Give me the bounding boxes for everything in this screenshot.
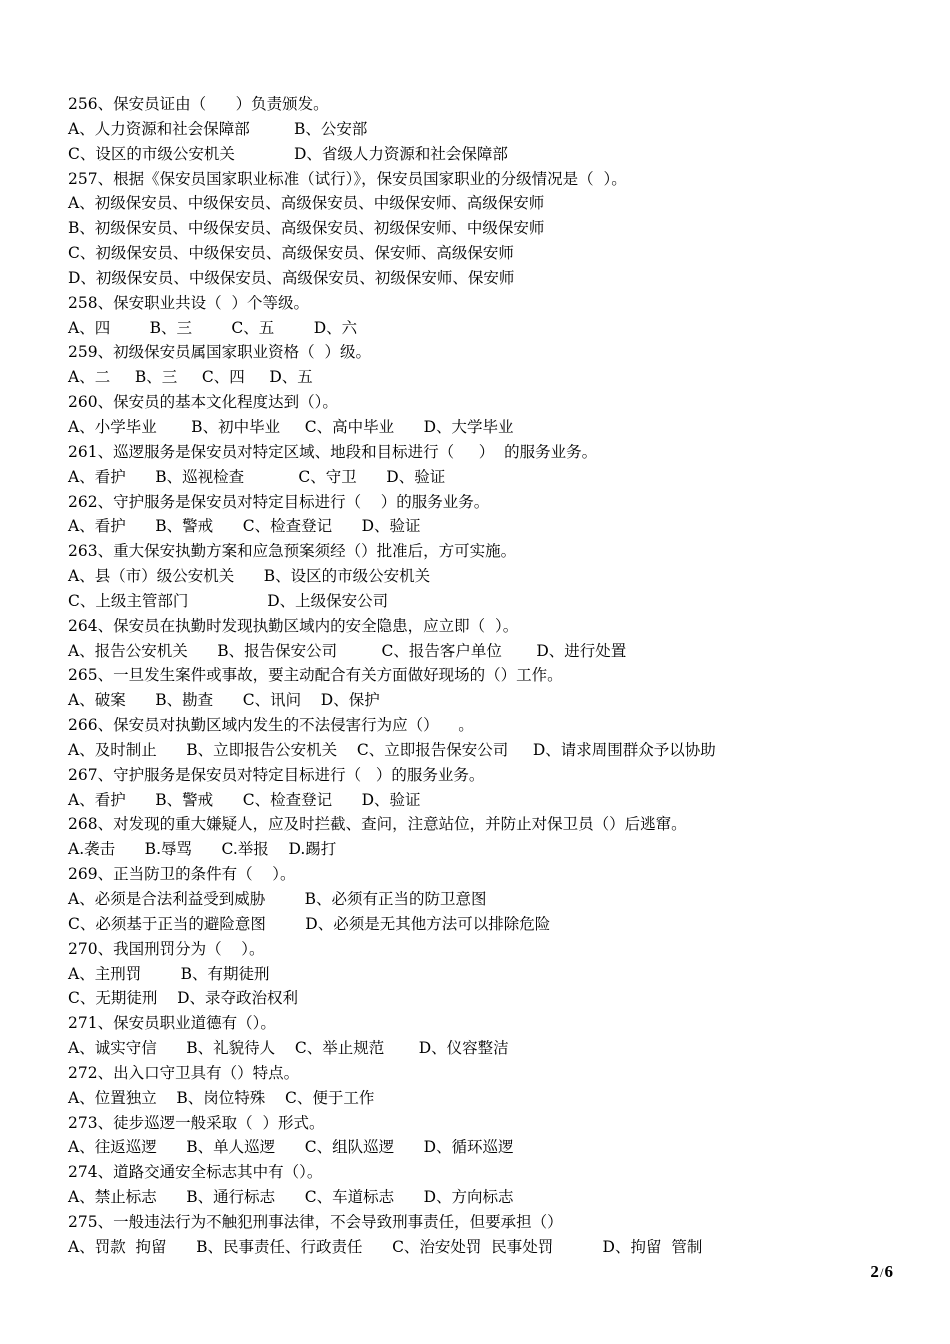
question-line: 268、对发现的重大嫌疑人，应及时拦截、查问，注意站位，并防止对保卫员（）后逃窜。 — [68, 815, 687, 834]
answer-options-line: B、初级保安员、中级保安员、高级保安员、初级保安师、中级保安师 — [68, 219, 545, 238]
page-total: 6 — [884, 1262, 893, 1281]
answer-options-line: A、初级保安员、中级保安员、高级保安员、中级保安师、高级保安师 — [68, 194, 545, 213]
answer-options-line: A、看护 B、巡视检查 C、守卫 D、验证 — [68, 467, 446, 486]
answer-options-line: A、诚实守信 B、礼貌待人 C、举止规范 D、仪容整洁 — [68, 1039, 509, 1058]
answer-options-line: C、无期徒刑 D、录夺政治权利 — [68, 989, 298, 1008]
question-line: 266、保安员对执勤区域内发生的不法侵害行为应（） 。 — [68, 716, 474, 735]
answer-options-line: A、及时制止 B、立即报告公安机关 C、立即报告保安公司 D、请求周围群众予以协助 — [68, 740, 716, 759]
page-current: 2 — [870, 1262, 879, 1281]
question-line: 262、守护服务是保安员对特定目标进行（ ）的服务业务。 — [68, 492, 490, 511]
question-line: 275、一般违法行为不触犯刑事法律，不会导致刑事责任，但要承担（） — [68, 1212, 563, 1231]
question-line: 263、重大保安执勤方案和应急预案须经（）批准后，方可实施。 — [68, 542, 517, 561]
answer-options-line: C、初级保安员、中级保安员、高级保安员、保安师、高级保安师 — [68, 244, 514, 263]
answer-options-line: A、四 B、三 C、五 D、六 — [68, 318, 358, 337]
question-line: 267、守护服务是保安员对特定目标进行（ ）的服务业务。 — [68, 765, 485, 784]
answer-options-line: A、看护 B、警戒 C、检查登记 D、验证 — [68, 517, 421, 536]
question-line: 258、保安职业共设（ ）个等级。 — [68, 293, 309, 312]
question-list — [68, 92, 908, 1260]
answer-options-line: A、位置独立 B、岗位特殊 C、便于工作 — [68, 1088, 375, 1107]
answer-options-line: C、必须基于正当的避险意图 D、必须是无其他方法可以排除危险 — [68, 914, 551, 933]
question-line: 272、出入口守卫具有（）特点。 — [68, 1063, 300, 1082]
answer-options-line: A、报告公安机关 B、报告保安公司 C、报告客户单位 D、进行处置 — [68, 641, 627, 660]
question-line: 259、初级保安员属国家职业资格（ ）级。 — [68, 343, 371, 362]
answer-options-line: C、设区的市级公安机关 D、省级人力资源和社会保障部 — [68, 144, 508, 163]
answer-options-line: D、初级保安员、中级保安员、高级保安员、初级保安师、保安师 — [68, 268, 515, 287]
question-line: 260、保安员的基本文化程度达到（）。 — [68, 393, 338, 412]
question-line: 265、一旦发生案件或事故，要主动配合有关方面做好现场的（）工作。 — [68, 666, 563, 685]
answer-options-line: A、必须是合法利益受到威胁 B、必须有正当的防卫意图 — [68, 890, 487, 908]
question-line: 270、我国刑罚分为（ ）。 — [68, 939, 265, 958]
answer-options-line: A、县（市）级公安机关 B、设区的市级公安机关 — [68, 567, 431, 586]
answer-options-line: A、看护 B、警戒 C、检查登记 D、验证 — [68, 790, 421, 809]
answer-options-line: A、罚款 拘留 B、民事责任、行政责任 C、治安处罚 民事处罚 D、拘留 管制 — [68, 1237, 703, 1256]
answer-options-line: C、上级主管部门 D、上级保安公司 — [68, 591, 389, 610]
question-line: 274、道路交通安全标志其中有（）。 — [68, 1163, 323, 1182]
question-line: 271、保安员职业道德有（）。 — [68, 1014, 276, 1033]
question-line: 269、正当防卫的条件有（ ）。 — [68, 865, 296, 884]
answer-options-line: A、禁止标志 B、通行标志 C、车道标志 D、方向标志 — [68, 1188, 514, 1207]
page-separator: / — [879, 1265, 884, 1280]
answer-options-line: A、破案 B、勘查 C、讯问 D、保护 — [68, 691, 380, 710]
answer-options-line: A、小学毕业 B、初中毕业 C、高中毕业 D、大学毕业 — [68, 417, 514, 436]
answer-options-line: A、往返巡逻 B、单人巡逻 C、组队巡逻 D、循环巡逻 — [68, 1138, 514, 1157]
answer-options-line: A、二 B、三 C、四 D、五 — [68, 368, 313, 387]
answer-options-line: A、人力资源和社会保障部 B、公安部 — [68, 119, 368, 138]
question-line: 261、巡逻服务是保安员对特定区域、地段和目标进行（ ） 的服务业务。 — [68, 442, 598, 461]
answer-options-line: A、主刑罚 B、有期徒刑 — [68, 964, 270, 983]
answer-options-line: A.袭击 B.辱骂 C.举报 D.踢打 — [68, 840, 337, 859]
page-number — [870, 1262, 893, 1282]
question-line: 257、根据《保安员国家职业标准（试行）》，保安员国家职业的分级情况是（ ）。 — [68, 169, 627, 188]
question-line: 256、保安员证由（ ）负责颁发。 — [68, 95, 329, 113]
question-line: 264、保安员在执勤时发现执勤区域内的安全隐患，应立即（ ）。 — [68, 616, 519, 635]
question-line: 273、徒步巡逻一般采取（ ）形式。 — [68, 1113, 325, 1132]
